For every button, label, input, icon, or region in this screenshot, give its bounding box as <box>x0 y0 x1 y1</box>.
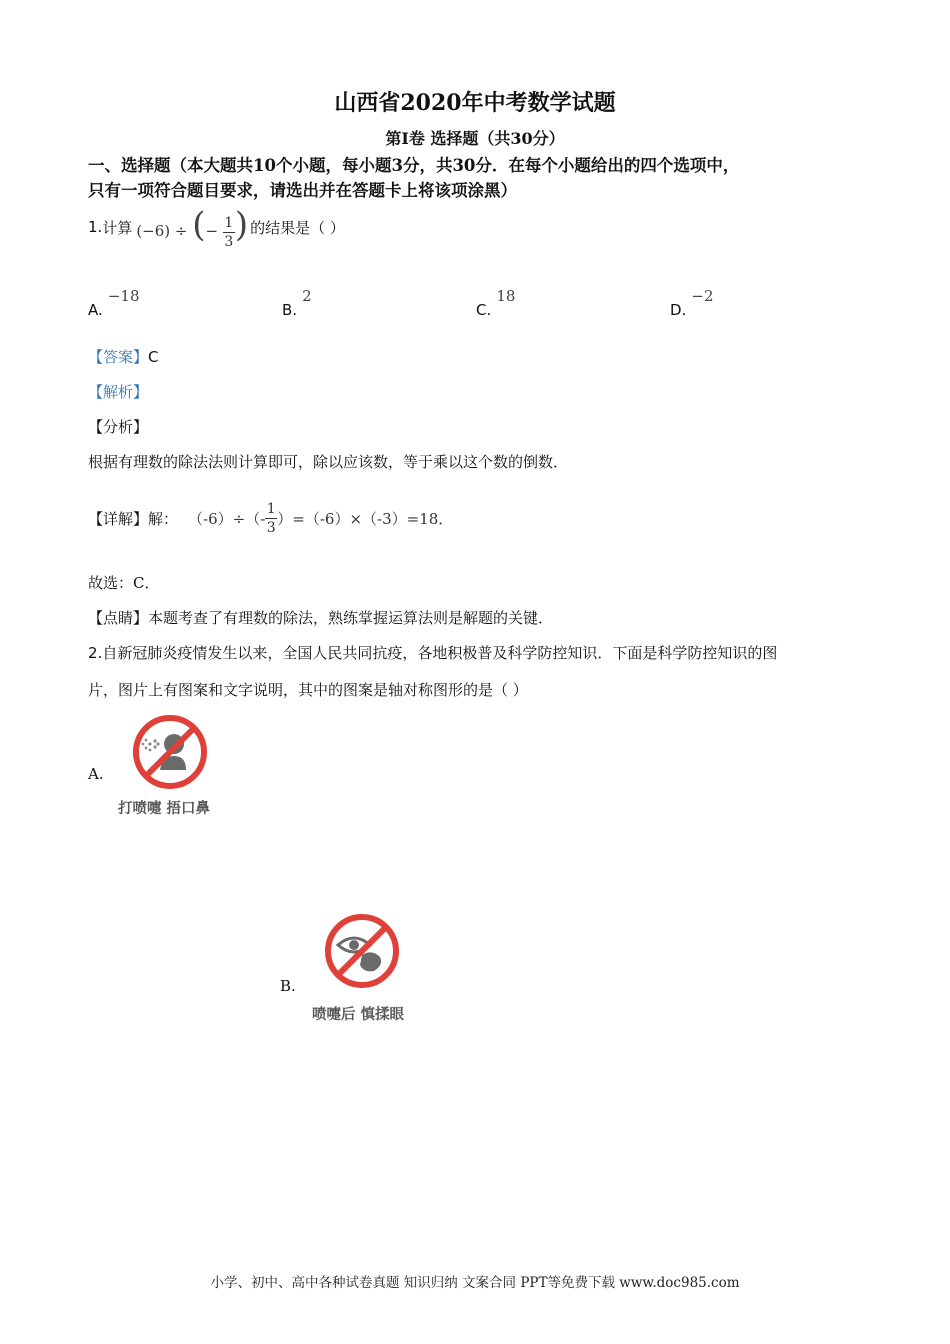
question-2-line1 <box>88 642 777 663</box>
choose-line: 故选：C． <box>88 574 160 592</box>
option-b-label: B. <box>282 301 298 319</box>
sneeze-cover-icon <box>130 712 210 792</box>
question-1-expression <box>136 205 248 249</box>
fenxi-text: 根据有理数的除法法则计算即可，除以应该数，等于乘以这个数的倒数． <box>88 453 569 471</box>
option-a-value: −18 <box>107 287 140 305</box>
q2-option-b-caption: 喷嚏后 慎揉眼 <box>312 1007 405 1023</box>
analysis-tag: 【解析】 <box>88 383 149 401</box>
detail-right: ）=（-6）×（-3）=18． <box>277 509 454 528</box>
detail-left: （-6）÷（- <box>188 509 266 528</box>
q2-option-a-label[interactable]: A. <box>88 765 104 783</box>
expr-denominator: 3 <box>224 233 234 250</box>
section-heading-line2: 只有一项符合题目要求，请选出并在答题卡上将该项涂黑） <box>88 181 517 200</box>
detail-denominator: 3 <box>266 519 276 536</box>
comment-tag: 【点睛】 <box>88 609 149 627</box>
answer-value: C <box>148 348 159 366</box>
expr-paren-open: ( <box>192 205 206 246</box>
answer-line <box>88 346 159 367</box>
option-d[interactable] <box>670 286 714 319</box>
expr-fraction <box>223 216 235 249</box>
question-1-prefix: 计算 <box>102 218 133 237</box>
detail-tag: 【详解】解： <box>88 509 179 528</box>
question-1-suffix: 的结果是（ ） <box>250 218 345 237</box>
expr-minus: − <box>205 222 219 241</box>
comment-line <box>88 607 553 628</box>
q2-option-a-caption: 打喷嚏 捂口鼻 <box>118 801 211 817</box>
question-1-number: 1. <box>88 218 103 236</box>
question-2-line2: 片，图片上有图案和文字说明，其中的图案是轴对称图形的是（ ） <box>88 681 528 699</box>
expr-left: (−6) ÷ <box>136 222 188 241</box>
expr-numerator: 1 <box>224 214 234 231</box>
detail-numerator: 1 <box>266 500 276 517</box>
option-a[interactable] <box>88 286 140 319</box>
question-2-number: 2. <box>88 644 103 662</box>
expr-fraction-bar <box>223 232 235 233</box>
option-d-label: D. <box>670 301 687 319</box>
section-heading-line1: 一、选择题（本大题共10个小题，每小题3分，共30分．在每个小题给出的四个选项中， <box>88 156 740 175</box>
no-eye-rubbing-icon <box>322 911 402 991</box>
option-c-label: C. <box>476 301 492 319</box>
footer-text: 小学、初中、高中各种试卷真题 知识归纳 文案合同 PPT等免费下载 www.doc985.com <box>210 1275 740 1291</box>
page-subtitle: 第Ⅰ卷 选择题（共30分） <box>385 129 565 148</box>
answer-tag: 【答案】 <box>88 348 149 366</box>
option-c[interactable] <box>476 286 516 319</box>
option-d-value: −2 <box>691 287 714 305</box>
option-b[interactable] <box>282 286 312 319</box>
detail-line <box>88 494 453 542</box>
option-b-value: 2 <box>302 287 312 305</box>
question-2-text-1: 自新冠肺炎疫情发生以来，全国人民共同抗疫，各地积极普及科学防控知识．下面是科学防控知识的图 <box>102 644 778 662</box>
expr-paren-close: ) <box>234 205 249 246</box>
option-a-label: A. <box>88 301 103 319</box>
option-c-value: 18 <box>496 287 516 305</box>
detail-fraction-bar <box>265 518 277 519</box>
detail-fraction <box>265 502 277 535</box>
question-1-stem <box>88 203 345 251</box>
q2-option-b-label[interactable]: B. <box>280 977 296 995</box>
comment-text: 本题考查了有理数的除法，熟练掌握运算法则是解题的关键． <box>148 609 554 627</box>
page-title: 山西省2020年中考数学试题 <box>334 90 616 116</box>
fenxi-tag: 【分析】 <box>88 418 149 436</box>
